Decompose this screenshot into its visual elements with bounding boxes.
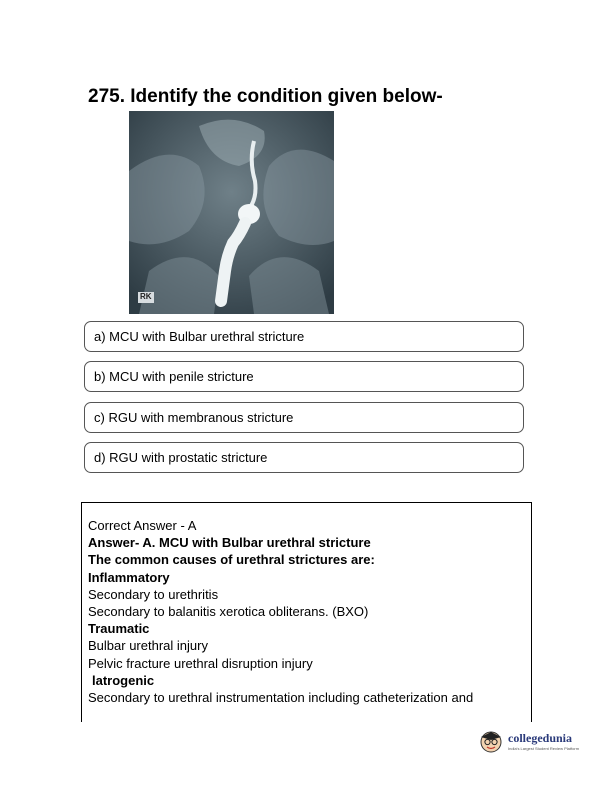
list-item: Secondary to urethral instrumentation including catheterization and	[88, 689, 531, 706]
option-b[interactable]: b) MCU with penile stricture	[84, 361, 524, 392]
list-item: Pelvic fracture urethral disruption injury	[88, 655, 531, 672]
heading-inflammatory: Inflammatory	[88, 569, 170, 585]
list-item: Secondary to balanitis xerotica obliterans. (BXO)	[88, 603, 531, 620]
heading-traumatic: Traumatic	[88, 621, 150, 637]
logo-name: collegedunia	[508, 731, 573, 745]
xray-image	[129, 111, 334, 314]
list-item: Bulbar urethral injury	[88, 637, 531, 654]
causes-intro: The common causes of urethral strictures are:	[88, 552, 375, 568]
list-item: Secondary to urethritis	[88, 586, 531, 603]
collegedunia-logo[interactable]	[478, 728, 579, 754]
image-marker-label: RK	[140, 292, 152, 301]
option-c[interactable]: c) RGU with membranous stricture	[84, 402, 524, 433]
heading-iatrogenic: latrogenic	[92, 672, 155, 688]
logo-tagline: India's Largest Student Review Platform	[508, 746, 580, 751]
answer-explanation	[81, 502, 532, 722]
question-title: 275. Identify the condition given below-	[88, 86, 443, 107]
answer-line: Answer- A. MCU with Bulbar urethral stricture	[88, 535, 371, 551]
mascot-icon	[478, 728, 504, 754]
option-d[interactable]: d) RGU with prostatic stricture	[84, 442, 524, 473]
option-a[interactable]: a) MCU with Bulbar urethral stricture	[84, 321, 524, 352]
correct-answer-text: Correct Answer - A	[88, 518, 197, 533]
